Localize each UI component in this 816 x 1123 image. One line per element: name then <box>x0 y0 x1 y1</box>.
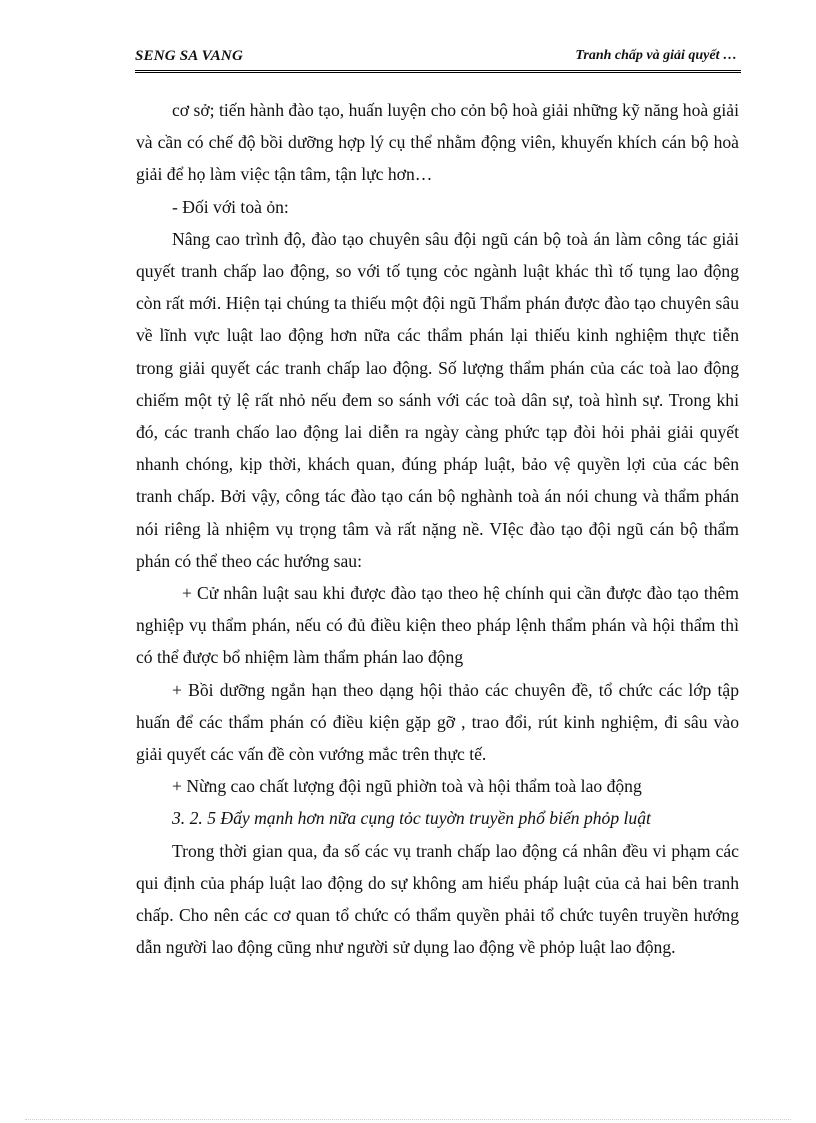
paragraph-court-heading: - Đối với toà ỏn: <box>172 196 289 217</box>
header-title: Tranh chấp và giải quyết … <box>575 48 737 63</box>
page-header <box>135 48 741 73</box>
document-body <box>136 94 739 963</box>
header-author: SENG SA VANG <box>135 48 243 64</box>
paragraph-continuation: cơ sở; tiến hành đào tạo, huấn luyện cho cỏn bộ hoà giải những kỹ năng hoà giải và cần có chế độ bồi dưỡng hợp lý cụ thể nhằm động viên, khuyến khích cán bộ hoà giải để họ làm việc tận tâm, tận lực hơn… <box>136 100 739 185</box>
section-heading: 3. 2. 5 Đẩy mạnh hơn nữa cụng tỏc tuyờn truyền phổ biến phỏp luật <box>172 808 651 829</box>
list-item-quality: + Nừng cao chất lượng đội ngũ phiờn toà và hội thẩm toà lao động <box>172 776 642 797</box>
paragraph-training: Nâng cao trình độ, đào tạo chuyên sâu đội ngũ cán bộ toà án làm công tác giải quyết tranh chấp lao động, so với tố tụng cỏc ngành luật khác thì tố tụng lao động còn rất mới. Hiện tại chúng ta thiếu một đội ngũ Thẩm phán được đào tạo chuyên sâu về lĩnh vực luật lao động hơn nữa các thẩm phán lại thiếu kinh nghiệm thực tiễn trong giải quyết các tranh chấp lao động. Số lượng thẩm phán của các toà lao động chiếm một tỷ lệ rất nhỏ nếu đem so sánh với các toà dân sự, toà hình sự. Trong khi đó, các tranh chấo lao động lai diễn ra ngày càng phức tạp đòi hỏi phải giải quyết nhanh chóng, kịp thời, khách quan, đúng pháp luật, bảo vệ quyền lợi của các bên tranh chấp. Bởi vậy, công tác đào tạo cán bộ nghành toà án nói chung và thẩm phán nói riêng là nhiệm vụ trọng tâm và rất nặng nề. VIệc đào tạo đội ngũ cán bộ thẩm phán có thể theo các hướng sau: <box>136 228 739 571</box>
list-item-bachelor: + Cử nhân luật sau khi được đào tạo theo hệ chính qui cần được đào tạo thêm nghiệp vụ thẩm phán, nếu có đủ điều kiện theo pháp lệnh thẩm phán và hội thẩm thì có thể được bổ nhiệm làm thẩm phán lao động <box>136 583 739 668</box>
list-item-short-training: + Bồi dưỡng ngắn hạn theo dạng hội thảo các chuyên đề, tổ chức các lớp tập huấn để các thẩm phán có điều kiện gặp gỡ , trao đổi, rút kinh nghiệm, đi sâu vào giải quyết các vấn đề còn vướng mắc trên thực tế. <box>136 679 739 765</box>
page-bottom-border <box>25 1119 791 1120</box>
paragraph-propaganda: Trong thời gian qua, đa số các vụ tranh chấp lao động cá nhân đều vi phạm các qui định của pháp luật lao động do sự không am hiểu pháp luật của cả hai bên tranh chấp. Cho nên các cơ quan tổ chức có thẩm quyền phải tổ chức tuyên truyền hướng dẫn người lao động cũng như người sử dụng lao động về phỏp luật lao động. <box>136 840 739 958</box>
